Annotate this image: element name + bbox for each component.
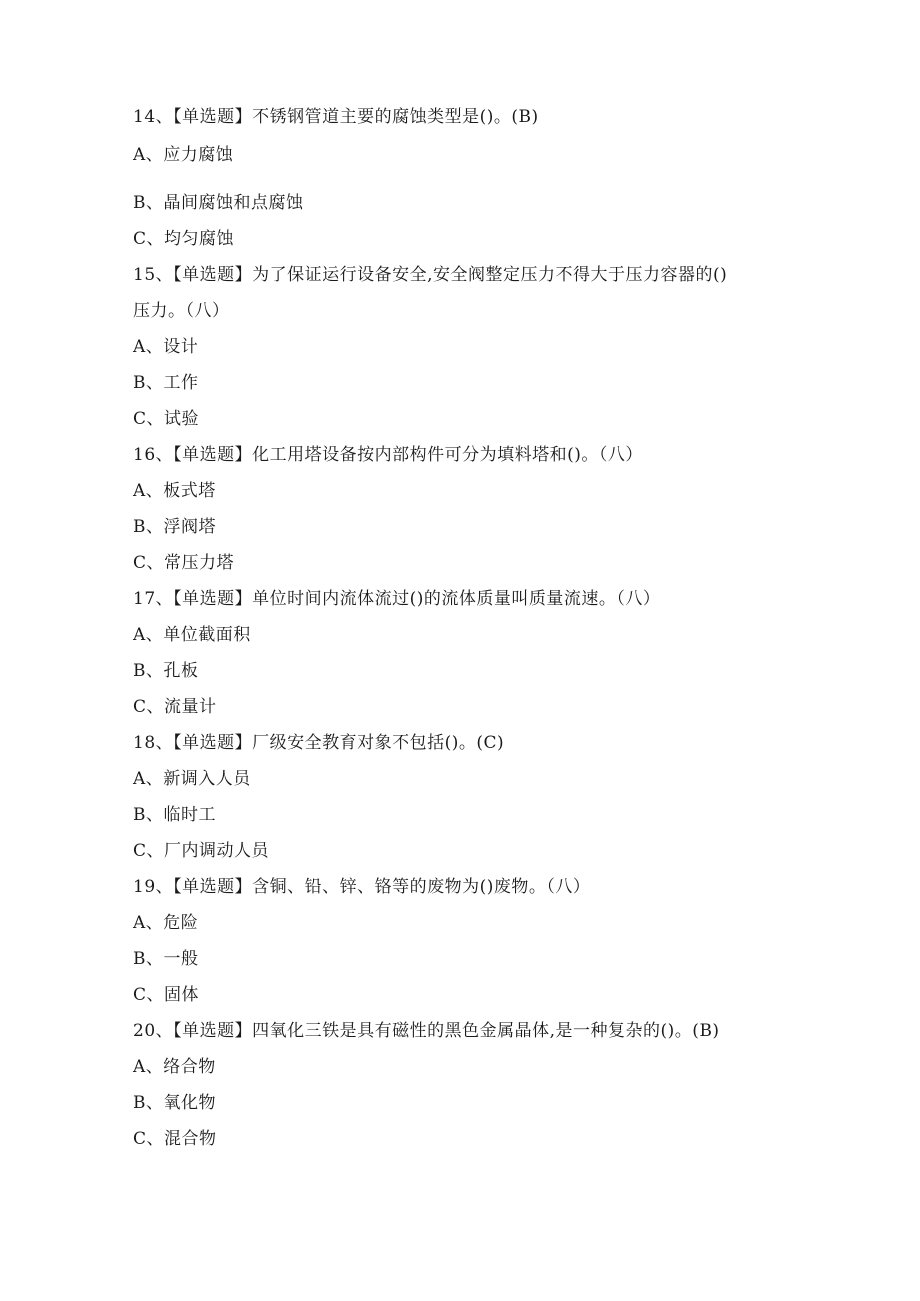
question-17-stem xyxy=(133,588,660,610)
question-15-stem-continuation: 压力。（八） xyxy=(133,301,230,321)
question-15-option-a: A、设计 xyxy=(133,337,199,357)
question-text: 厂级安全教育对象不包括()。(C) xyxy=(252,733,505,753)
question-text: 单位时间内流体流过()的流体质量叫质量流速。（八） xyxy=(252,589,661,609)
question-number: 18、 xyxy=(133,733,174,753)
question-15-option-b: B、工作 xyxy=(133,373,199,393)
question-15-option-c: C、试验 xyxy=(133,409,200,429)
question-text: 不锈钢管道主要的腐蚀类型是()。(B) xyxy=(252,107,539,127)
question-16-option-b: B、浮阀塔 xyxy=(133,517,216,537)
question-14-option-a: A、应力腐蚀 xyxy=(133,145,234,165)
question-18-stem xyxy=(133,732,504,754)
question-type: 【单选题】 xyxy=(173,265,253,285)
question-text: 四氧化三铁是具有磁性的黑色金属晶体,是一种复杂的()。(B) xyxy=(252,1021,720,1041)
question-type: 【单选题】 xyxy=(173,445,253,465)
question-20-option-c: C、混合物 xyxy=(133,1129,217,1149)
question-type: 【单选题】 xyxy=(173,589,253,609)
question-16-option-c: C、常压力塔 xyxy=(133,553,235,573)
question-18-option-c: C、厂内调动人员 xyxy=(133,841,270,861)
question-text: 含铜、铅、锌、铬等的废物为()废物。（八） xyxy=(252,877,591,897)
question-18-option-b: B、临时工 xyxy=(133,805,216,825)
question-19-option-a: A、危险 xyxy=(133,913,199,933)
question-type: 【单选题】 xyxy=(173,877,253,897)
question-20-option-b: B、氧化物 xyxy=(133,1093,216,1113)
question-text: 化工用塔设备按内部构件可分为填料塔和()。（八） xyxy=(252,445,643,465)
question-16-option-a: A、板式塔 xyxy=(133,481,216,501)
question-19-option-b: B、一般 xyxy=(133,949,199,969)
question-type: 【单选题】 xyxy=(173,733,253,753)
question-17-option-b: B、孔板 xyxy=(133,661,199,681)
question-number: 16、 xyxy=(133,445,174,465)
question-17-option-a: A、单位截面积 xyxy=(133,625,251,645)
question-14-stem xyxy=(133,106,539,128)
question-19-option-c: C、固体 xyxy=(133,985,200,1005)
question-18-option-a: A、新调入人员 xyxy=(133,769,251,789)
question-19-stem xyxy=(133,876,590,898)
question-type: 【单选题】 xyxy=(173,1021,253,1041)
question-14-option-c: C、均匀腐蚀 xyxy=(133,229,235,249)
question-20-option-a: A、络合物 xyxy=(133,1057,216,1077)
question-15-stem xyxy=(133,264,727,286)
question-number: 17、 xyxy=(133,589,174,609)
question-17-option-c: C、流量计 xyxy=(133,697,217,717)
question-number: 14、 xyxy=(133,107,174,127)
question-16-stem xyxy=(133,444,643,466)
question-text: 为了保证运行设备安全,安全阀整定压力不得大于压力容器的() xyxy=(252,265,728,285)
question-number: 20、 xyxy=(133,1021,174,1041)
question-type: 【单选题】 xyxy=(173,107,253,127)
question-20-stem xyxy=(133,1020,720,1042)
question-14-option-b: B、晶间腐蚀和点腐蚀 xyxy=(133,193,304,213)
question-number: 19、 xyxy=(133,877,174,897)
question-number: 15、 xyxy=(133,265,174,285)
